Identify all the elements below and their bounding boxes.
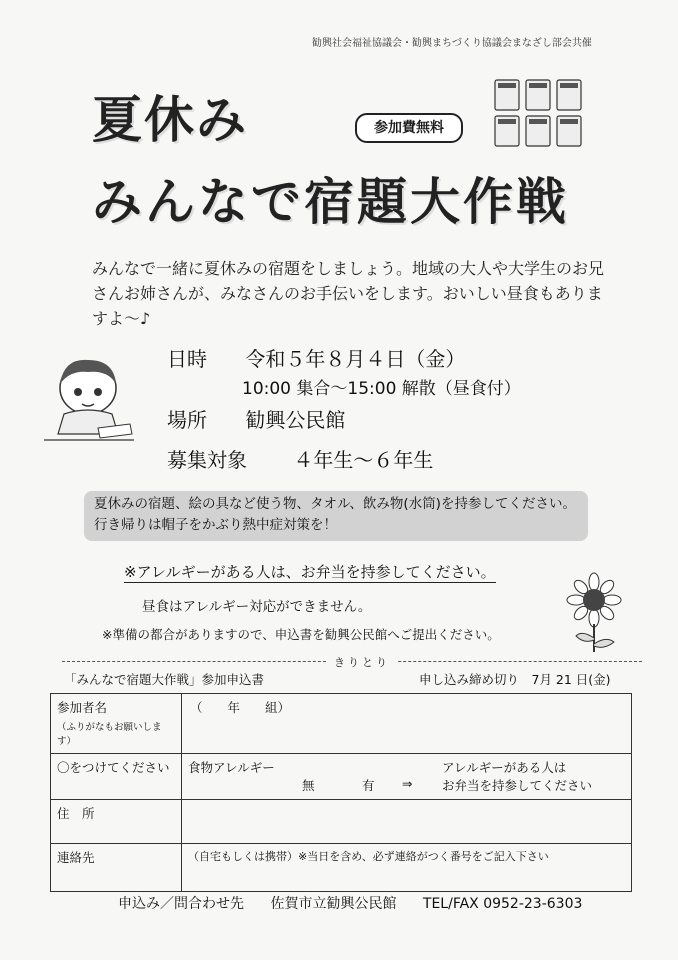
- circle-label: 〇をつけてください: [51, 754, 182, 800]
- contact-hint: （自宅もしくは携帯）※当日を含め、必ず連絡がつく番号をご記入下さい: [188, 850, 549, 863]
- place-label: 場所: [167, 408, 207, 432]
- date-label: 日時: [167, 347, 207, 371]
- bring-notice: 夏休みの宿題、絵の具など使う物、タオル、飲み物(水筒)を持参してください。行き帰りは帽子をかぶり熱中症対策を！: [84, 491, 588, 541]
- name-field[interactable]: [182, 694, 632, 754]
- target-row: [167, 444, 433, 473]
- title-line-1: 夏休み: [92, 91, 248, 149]
- arrow-icon: ⇒: [402, 776, 413, 791]
- sunflower-icon: [562, 572, 626, 652]
- footer-office: 佐賀市立勧興公民館: [270, 896, 397, 912]
- option-none[interactable]: 無: [302, 778, 315, 793]
- option-have[interactable]: 有: [362, 778, 375, 793]
- child-studying-illustration: [38, 348, 138, 448]
- application-form: [50, 693, 632, 892]
- title-line-2: みんなで宿題大作戦: [92, 173, 569, 231]
- footer-label: 申込み／問合わせ先: [118, 896, 244, 912]
- allergy-hint-1: アレルギーがある人は: [442, 760, 567, 775]
- form-row-name: [51, 694, 632, 754]
- place-value: 勧興公民館: [245, 408, 346, 432]
- allergy-subnotice: 昼食はアレルギー対応ができません。: [142, 599, 372, 615]
- name-label: 参加者名: [57, 700, 108, 715]
- food-allergy-label: 食物アレルギー: [188, 760, 275, 775]
- time-value: 10:00 集合～15:00 解散（昼食付）: [242, 379, 521, 399]
- date-value: 令和５年８月４日（金）: [245, 347, 466, 371]
- name-sub-label: （ふりがなもお願いします）: [57, 722, 162, 747]
- allergy-notice: ※アレルギーがある人は、お弁当を持参してください。: [124, 563, 496, 581]
- allergy-field[interactable]: [182, 754, 632, 800]
- form-deadline: 申し込み締め切り 7月 21 日(金): [419, 672, 611, 687]
- organizer-line: 勧興社会福祉協議会・勧興まちづくり協議会まなざし部会共催: [312, 38, 592, 49]
- grade-placeholder: （ 年 組）: [190, 700, 291, 715]
- address-label: 住 所: [51, 800, 182, 844]
- form-row-allergy: [51, 754, 632, 800]
- target-value: ４年生～６年生: [293, 448, 434, 472]
- allergy-hint-2: お弁当を持参してください: [442, 778, 593, 793]
- form-title: 「みんなで宿題大作戦」参加申込書: [64, 672, 265, 687]
- place-row: [167, 404, 345, 433]
- name-label-cell: [51, 694, 182, 754]
- address-field[interactable]: [182, 800, 632, 844]
- date-row: [167, 343, 465, 372]
- submit-note: ※準備の都合がありますので、申込書を勧興公民館へご提出ください。: [102, 627, 500, 642]
- contact-field[interactable]: [182, 844, 632, 892]
- form-row-contact: [51, 844, 632, 892]
- intro-text: みんなで一緒に夏休みの宿題をしましょう。地域の大人や大学生のお兄さんお姉さんが、みなさんのお手伝いをします。おいしい昼食もありますよ～♪: [92, 259, 605, 328]
- form-row-address: [51, 800, 632, 844]
- contact-label: 連絡先: [51, 844, 182, 892]
- footer-phone: TEL/FAX 0952-23-6303: [422, 896, 583, 912]
- cut-label: きりとり: [326, 654, 398, 670]
- footer: [118, 893, 604, 913]
- target-label: 募集対象: [167, 448, 247, 472]
- free-badge: 参加費無料: [355, 113, 463, 143]
- books-icon: [493, 78, 585, 148]
